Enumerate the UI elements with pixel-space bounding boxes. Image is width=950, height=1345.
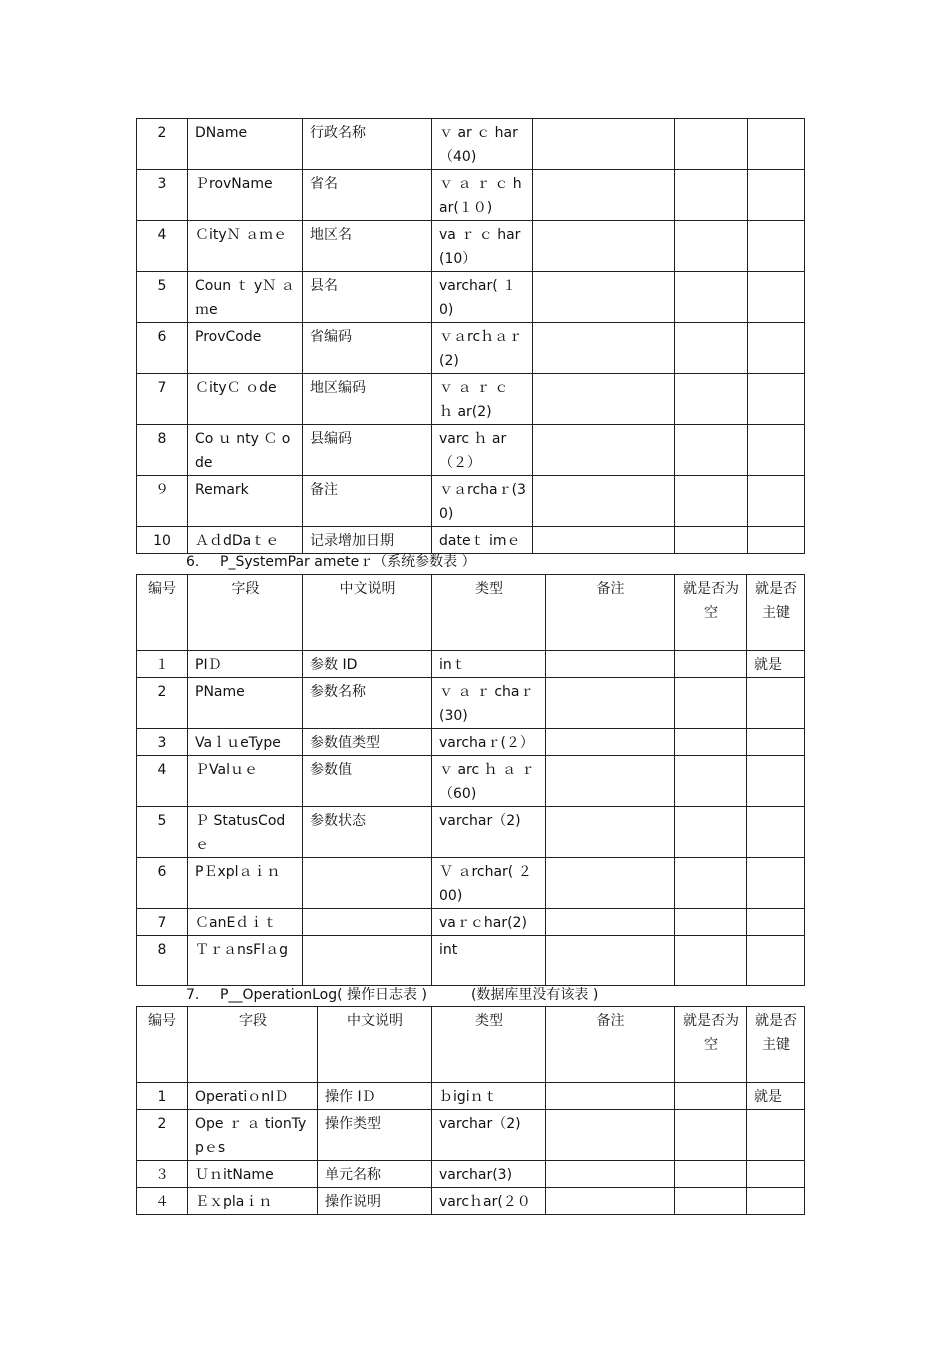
caption-index: 6. (186, 554, 200, 570)
table-cell: Co ｕ nty Ｃ ode (188, 425, 303, 476)
table-cell (747, 1188, 805, 1215)
table-system-parameter (136, 574, 805, 986)
table-cell (748, 221, 805, 272)
table-cell: 7 (137, 909, 188, 936)
table-cell: 操作类型 (318, 1110, 432, 1161)
table-cell (546, 1110, 675, 1161)
table-cell (675, 729, 747, 756)
table-cell (747, 756, 805, 807)
table-cell (303, 909, 432, 936)
table-cell (675, 119, 748, 170)
table-cell: ＵｎitName (188, 1161, 318, 1188)
column-header: 中文说明 (303, 575, 432, 651)
table-cell (675, 756, 747, 807)
table-cell: OperatiｏnIＤ (188, 1083, 318, 1110)
table-cell: 省编码 (303, 323, 432, 374)
table-cell: PIＤ (188, 651, 303, 678)
table-row (137, 221, 805, 272)
table-cell: Remark (188, 476, 303, 527)
table-cell: 8 (137, 936, 188, 986)
table-cell: ＰValｕｅ (188, 756, 303, 807)
table-body (137, 1007, 805, 1215)
table-cell (533, 323, 675, 374)
table-cell: 参数状态 (303, 807, 432, 858)
table-cell: varchar( １ 0) (432, 272, 533, 323)
table-row (137, 527, 805, 554)
table-cell (675, 807, 747, 858)
table-cell: DName (188, 119, 303, 170)
table-cell: varc ｈ ar（２） (432, 425, 533, 476)
table-cell: 5 (137, 272, 188, 323)
table-cell: ３ (137, 1161, 188, 1188)
table-cell: 2 (137, 1110, 188, 1161)
table-caption-system-parameter (186, 552, 476, 572)
table-cell: 8 (137, 425, 188, 476)
table-cell (675, 221, 748, 272)
table-cell: varchaｒ(２） (432, 729, 546, 756)
column-header: 字段 (188, 1007, 318, 1083)
table-cell: ９ (137, 476, 188, 527)
table-row (137, 651, 805, 678)
table-cell: ｖａrchaｒ(30) (432, 476, 533, 527)
table-row (137, 170, 805, 221)
table-row (137, 678, 805, 729)
table-row (137, 807, 805, 858)
table-cell: Ope ｒ ａ tionTypｅs (188, 1110, 318, 1161)
table-cell: 记录增加日期 (303, 527, 432, 554)
table-cell: 操作说明 (318, 1188, 432, 1215)
table-row (137, 1083, 805, 1110)
table-cell: varcｈar(２０ (432, 1188, 546, 1215)
table-row (137, 1110, 805, 1161)
table-row (137, 476, 805, 527)
table-cell (546, 936, 675, 986)
table-cell: VaｌｕeType (188, 729, 303, 756)
table-cell (546, 1083, 675, 1110)
table-cell (675, 678, 747, 729)
table-body (137, 575, 805, 986)
table-cell (303, 858, 432, 909)
table-cell (675, 858, 747, 909)
column-header: 编号 (137, 1007, 188, 1083)
table-row (137, 1161, 805, 1188)
table-row (137, 858, 805, 909)
table-cell (546, 651, 675, 678)
table-cell: 参数值类型 (303, 729, 432, 756)
table-cell: va ｒ ｃ har(10） (432, 221, 533, 272)
table-cell: varchar（2) (432, 1110, 546, 1161)
table-cell: 5 (137, 807, 188, 858)
table-cell: ＣityＮ ａｍｅ (188, 221, 303, 272)
table-body (137, 119, 805, 554)
table-cell: vaｒｃhar(2) (432, 909, 546, 936)
column-header: 就是否为空 (675, 575, 747, 651)
table-cell (747, 807, 805, 858)
table-cell: ProvCode (188, 323, 303, 374)
table-cell: inｔ (432, 651, 546, 678)
table-row (137, 374, 805, 425)
header-row (137, 1007, 805, 1083)
table-cell (533, 425, 675, 476)
table-cell: Ｖ ａrchar( ２ 00) (432, 858, 546, 909)
table-cell: ｖ arc ｈ ａ ｒ（60) (432, 756, 546, 807)
column-header: 就是否主键 (747, 575, 805, 651)
column-header: 类型 (432, 575, 546, 651)
table-cell (533, 476, 675, 527)
table-cell: 4 (137, 221, 188, 272)
table-cell: ＣityＣ ｏde (188, 374, 303, 425)
table-cell (747, 729, 805, 756)
table-cell: 单元名称 (318, 1161, 432, 1188)
table-cell (748, 272, 805, 323)
table-cell (748, 323, 805, 374)
table-cell (748, 119, 805, 170)
table-cell: ｖ ａ ｒ chaｒ(30) (432, 678, 546, 729)
table-cell (747, 936, 805, 986)
table-cell (533, 374, 675, 425)
table-row (137, 425, 805, 476)
table-cell: 3 (137, 729, 188, 756)
caption-index: 7. (186, 987, 200, 1003)
table-cell (748, 527, 805, 554)
caption-text: P__OperationLog( 操作日志表 ) (220, 987, 427, 1003)
table-cell (675, 1083, 747, 1110)
table-cell: 参数 ID (303, 651, 432, 678)
table-cell: ＰrovName (188, 170, 303, 221)
table-cell: ｖ ar ｃ har（40) (432, 119, 533, 170)
table-cell (675, 651, 747, 678)
table-cell: dateｔ imｅ (432, 527, 533, 554)
table-cell (675, 1161, 747, 1188)
table-cell (303, 936, 432, 986)
table-cell (675, 527, 748, 554)
table-cell: ＡｄdDaｔｅ (188, 527, 303, 554)
table-row (137, 1188, 805, 1215)
table-cell: ｖ ａ ｒ ｃ ｈ ar(2) (432, 374, 533, 425)
table-cell (546, 756, 675, 807)
table-cell (675, 272, 748, 323)
table-cell (546, 858, 675, 909)
table-cell (675, 374, 748, 425)
caption-note: (数据库里没有该表 ) (470, 987, 599, 1003)
table-cell: 就是 (747, 651, 805, 678)
table-cell (546, 1188, 675, 1215)
table-cell (546, 729, 675, 756)
table-cell: 2 (137, 678, 188, 729)
table-cell: 参数名称 (303, 678, 432, 729)
table-cell: PName (188, 678, 303, 729)
table-cell: 6 (137, 858, 188, 909)
column-header: 类型 (432, 1007, 546, 1083)
table-row (137, 272, 805, 323)
table-cell: varchar(3) (432, 1161, 546, 1188)
table-cell: 3 (137, 170, 188, 221)
table-cell (546, 807, 675, 858)
table-cell: 10 (137, 527, 188, 554)
table-row (137, 756, 805, 807)
table-cell: Ｅｘplaｉｎ (188, 1188, 318, 1215)
column-header: 备注 (546, 575, 675, 651)
table-region-columns-continued (136, 118, 805, 554)
table-row (137, 323, 805, 374)
table-cell: 备注 (303, 476, 432, 527)
table-row (137, 119, 805, 170)
table-cell: 地区名 (303, 221, 432, 272)
table-cell: 操作 IＤ (318, 1083, 432, 1110)
table-cell: 7 (137, 374, 188, 425)
column-header: 就是否为空 (675, 1007, 747, 1083)
table-cell (675, 425, 748, 476)
column-header: 中文说明 (318, 1007, 432, 1083)
table-cell: 参数值 (303, 756, 432, 807)
table-cell: varchar（2) (432, 807, 546, 858)
table-cell: 行政名称 (303, 119, 432, 170)
table-cell (546, 909, 675, 936)
table-cell: ＴｒａnsFlａg (188, 936, 303, 986)
table-cell: 县名 (303, 272, 432, 323)
table-cell: ｖａrcｈａｒ(2) (432, 323, 533, 374)
table-cell (675, 323, 748, 374)
table-cell: Coun ｔ yＮ ａ ｍe (188, 272, 303, 323)
table-cell (747, 909, 805, 936)
header-row (137, 575, 805, 651)
table-row (137, 909, 805, 936)
table-cell: 1 (137, 1083, 188, 1110)
table-cell: ４ (137, 1188, 188, 1215)
table-cell (533, 221, 675, 272)
table-cell: int (432, 936, 546, 986)
table-cell (533, 272, 675, 323)
table-cell: 县编码 (303, 425, 432, 476)
table-cell (675, 476, 748, 527)
column-header: 就是否主键 (747, 1007, 805, 1083)
table-cell (748, 374, 805, 425)
table-cell (533, 119, 675, 170)
table-cell (675, 1188, 747, 1215)
table-cell: 6 (137, 323, 188, 374)
table-cell (546, 1161, 675, 1188)
table-cell: 4 (137, 756, 188, 807)
table-cell (748, 425, 805, 476)
table-cell (533, 170, 675, 221)
table-cell (747, 1161, 805, 1188)
table-cell: ｖ ａ ｒ ｃ har(１０) (432, 170, 533, 221)
table-cell (546, 678, 675, 729)
table-cell (533, 527, 675, 554)
table-cell: １ (137, 651, 188, 678)
table-cell: PＥxplａｉｎ (188, 858, 303, 909)
table-cell (675, 909, 747, 936)
table-cell (675, 170, 748, 221)
table-cell: Ｐ StatusCodｅ (188, 807, 303, 858)
table-cell (747, 858, 805, 909)
caption-text: P_SystemPar ameteｒ（系统参数表 ） (220, 554, 476, 570)
table-cell (748, 170, 805, 221)
column-header: 备注 (546, 1007, 675, 1083)
table-cell: ＣanEｄｉｔ (188, 909, 303, 936)
table-operation-log (136, 1006, 805, 1215)
table-cell (675, 1110, 747, 1161)
column-header: 编号 (137, 575, 188, 651)
table-cell: ｂigiｎｔ (432, 1083, 546, 1110)
table-cell (747, 678, 805, 729)
table-cell (748, 476, 805, 527)
table-cell (747, 1110, 805, 1161)
table-caption-operation-log (186, 985, 598, 1005)
table-cell: 2 (137, 119, 188, 170)
table-row (137, 936, 805, 986)
table-row (137, 729, 805, 756)
table-cell: 就是 (747, 1083, 805, 1110)
table-cell: 地区编码 (303, 374, 432, 425)
table-cell: 省名 (303, 170, 432, 221)
table-cell (675, 936, 747, 986)
column-header: 字段 (188, 575, 303, 651)
